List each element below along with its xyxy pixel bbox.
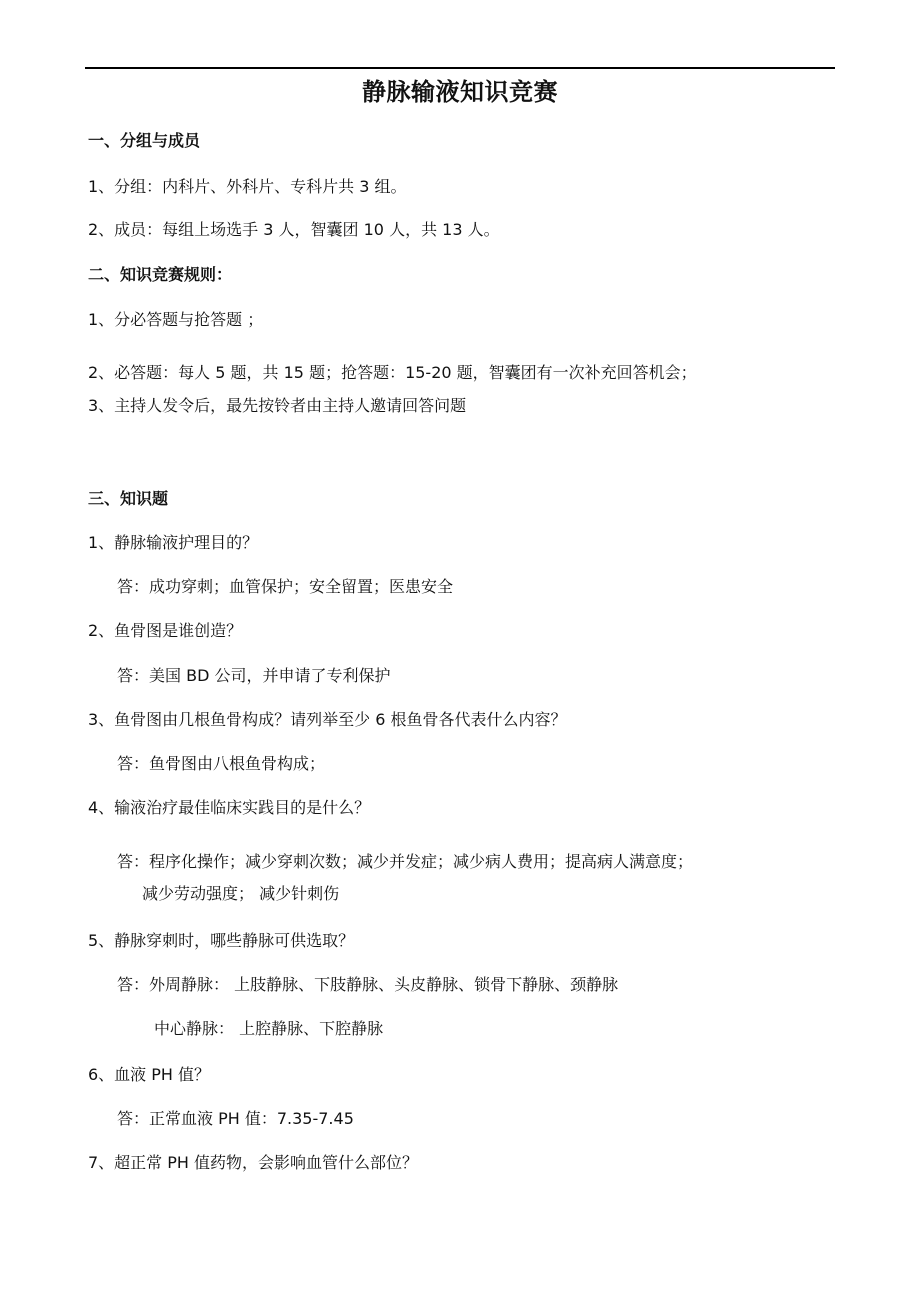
- section-heading-rules: 二、知识竞赛规则：: [88, 265, 233, 284]
- question: 4、输液治疗最佳临床实践目的是什么？: [88, 798, 371, 817]
- answer: 答：美国 BD 公司，并申请了专利保护: [117, 666, 391, 685]
- list-item: 1、分必答题与抢答题 ；: [88, 310, 264, 329]
- question: 1、静脉输液护理目的？: [88, 533, 259, 552]
- list-item: 2、成员：每组上场选手 3 人，智囊团 10 人，共 13 人。: [88, 220, 500, 239]
- answer: 答：鱼骨图由八根鱼骨构成；: [117, 754, 326, 773]
- question: 5、静脉穿刺时，哪些静脉可供选取？: [88, 931, 355, 950]
- question: 6、血液 PH 值？: [88, 1065, 211, 1084]
- question: 7、超正常 PH 值药物，会影响血管什么部位？: [88, 1153, 419, 1172]
- answer: 答：成功穿刺；血管保护；安全留置；医患安全: [117, 577, 454, 596]
- answer: 答：外周静脉： 上肢静脉、下肢静脉、头皮静脉、锁骨下静脉、颈静脉: [117, 975, 619, 994]
- list-item: 3、主持人发令后，最先按铃者由主持人邀请回答问题: [88, 396, 467, 415]
- page-title: 静脉输液知识竞赛: [362, 78, 558, 106]
- answer-continuation: 减少劳动强度； 减少针刺伤: [142, 884, 340, 903]
- question: 2、鱼骨图是谁创造？: [88, 621, 243, 640]
- answer: 答：程序化操作；减少穿刺次数；减少并发症；减少病人费用；提高病人满意度；: [117, 852, 694, 871]
- answer-continuation: 中心静脉： 上腔静脉、下腔静脉: [154, 1019, 384, 1038]
- header-rule: [85, 67, 835, 69]
- answer: 答：正常血液 PH 值：7.35-7.45: [117, 1109, 354, 1128]
- list-item: 1、分组：内科片、外科片、专科片共 3 组。: [88, 177, 407, 196]
- list-item: 2、必答题：每人 5 题，共 15 题；抢答题：15-20 题，智囊团有一次补充回答机会；: [88, 363, 697, 382]
- section-heading-questions: 三、知识题: [88, 489, 169, 508]
- section-heading-groups: 一、分组与成员: [88, 131, 201, 150]
- question: 3、鱼骨图由几根鱼骨构成？请列举至少 6 根鱼骨各代表什么内容？: [88, 710, 567, 729]
